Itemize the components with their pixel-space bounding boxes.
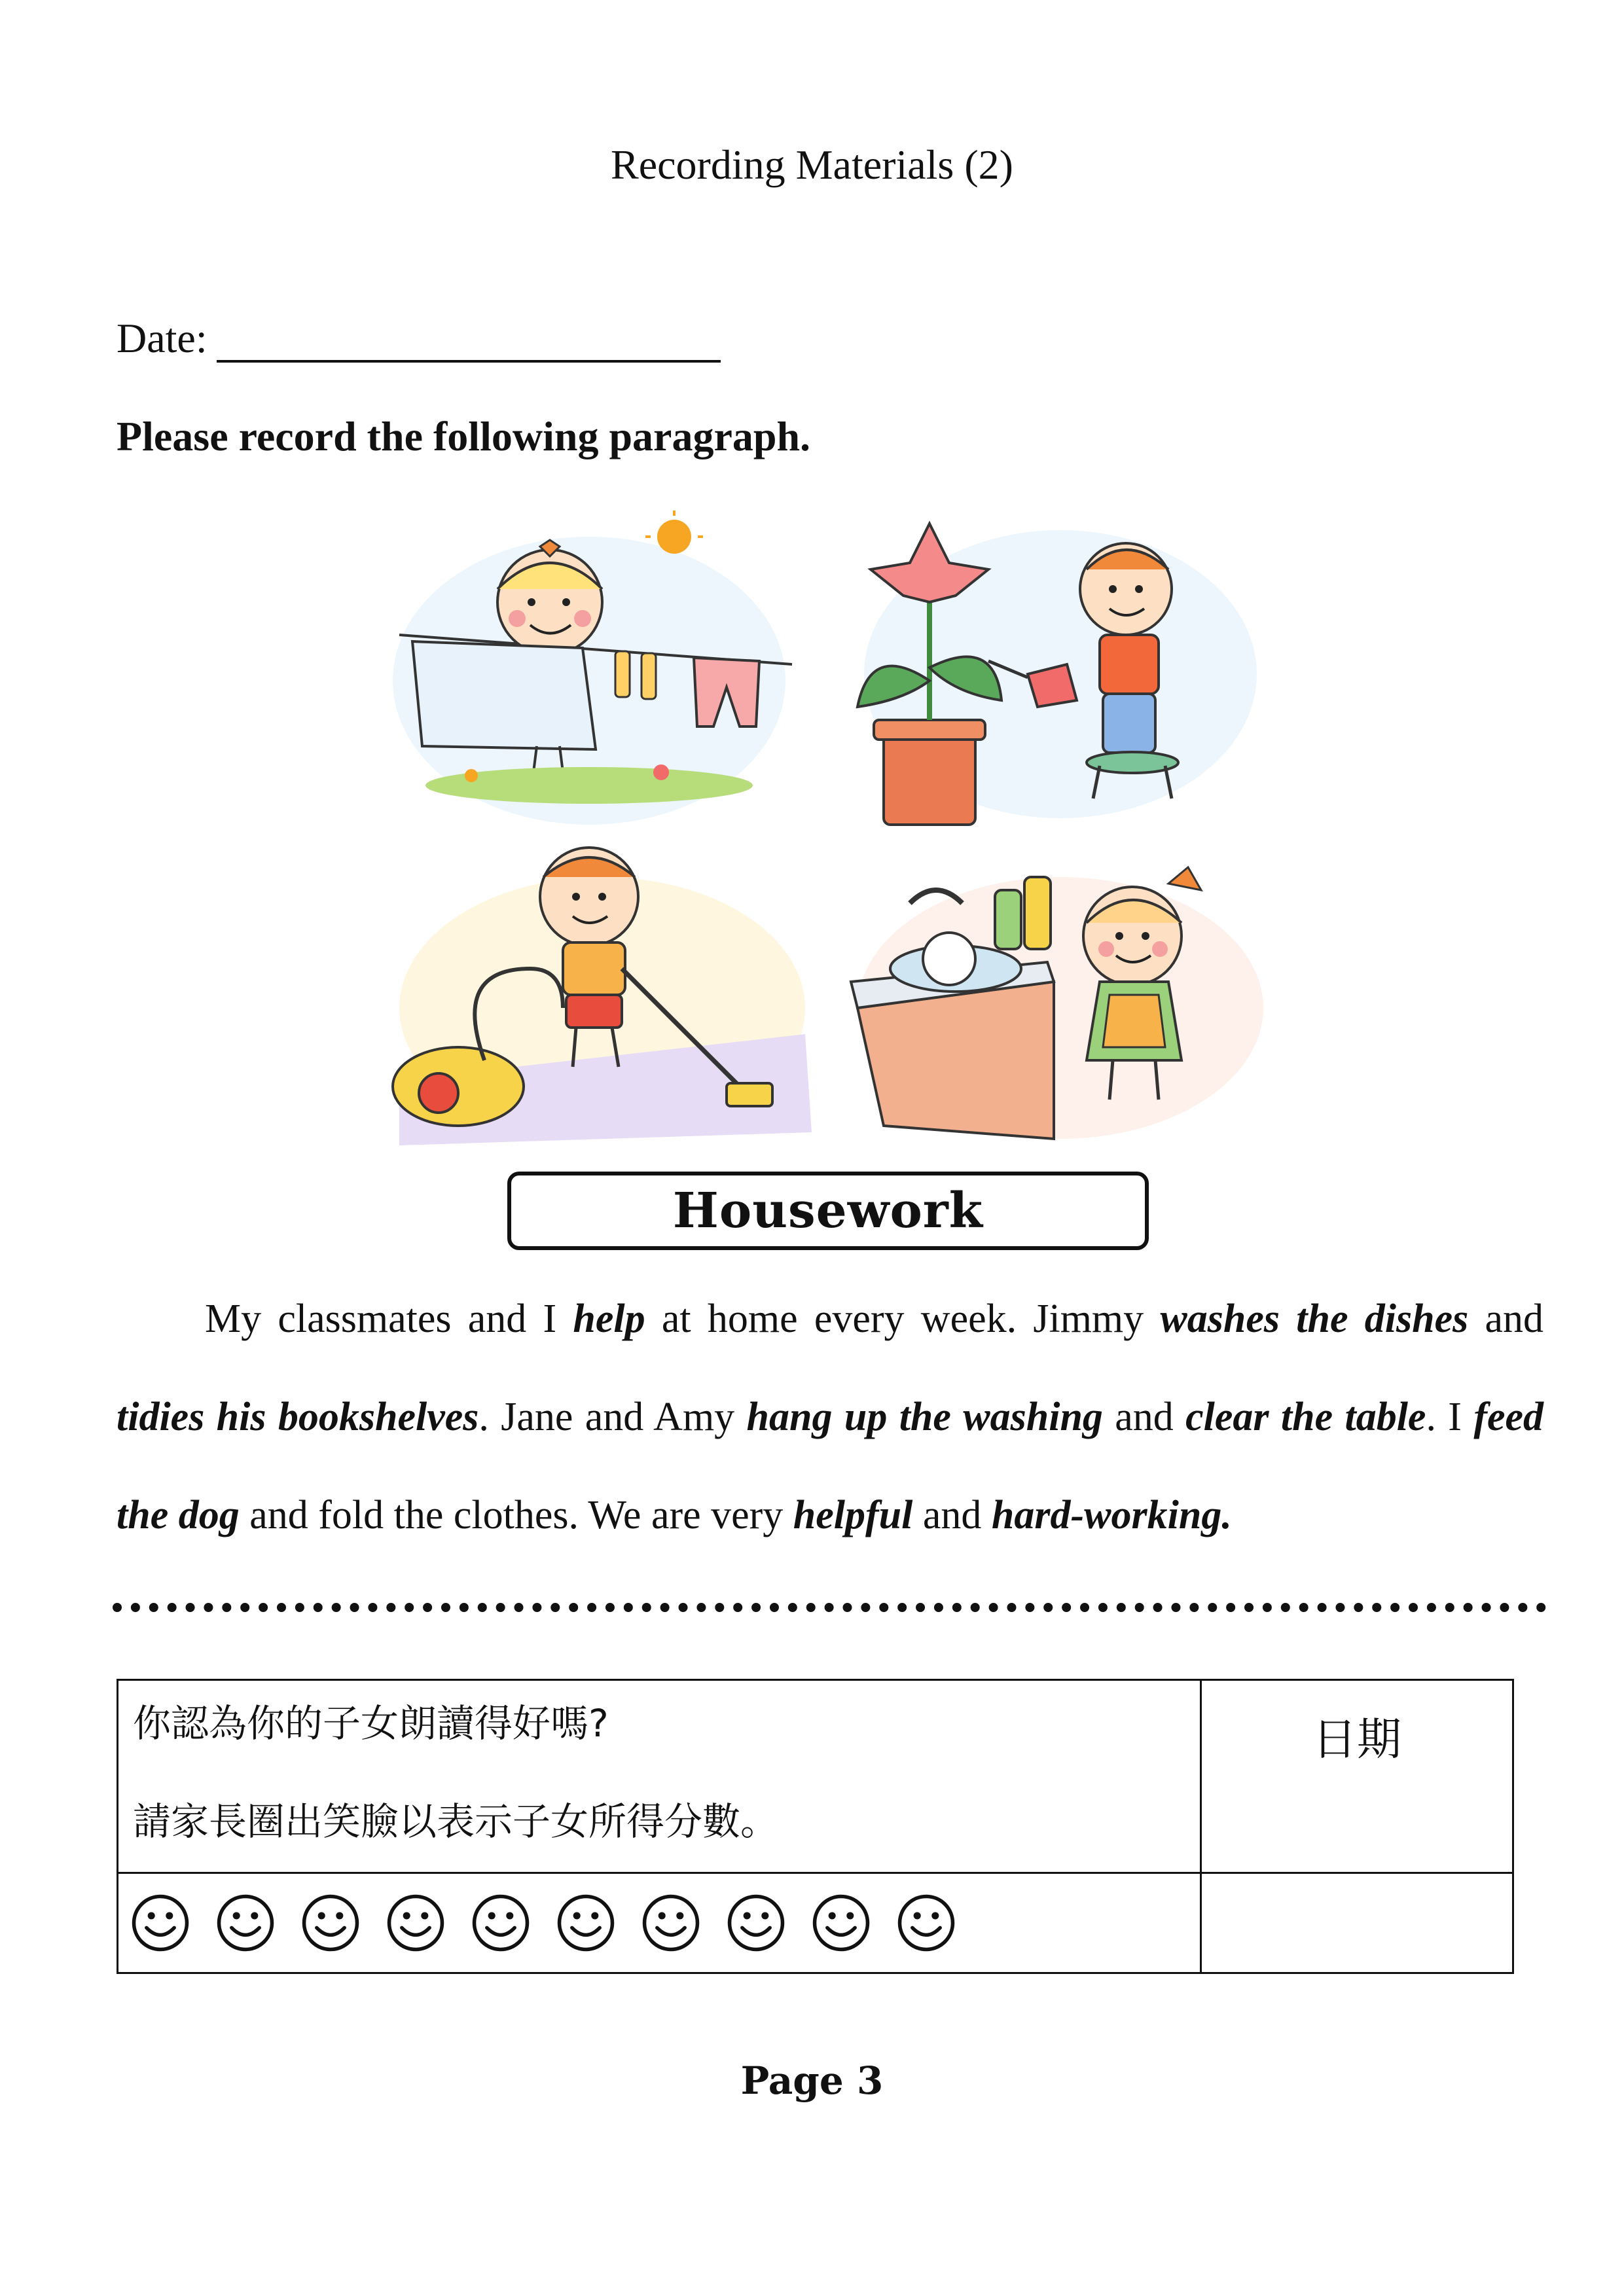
date-header-cell xyxy=(1201,1680,1513,1873)
emphasized-phrase: help xyxy=(573,1297,645,1341)
rating-smiley-row xyxy=(118,1873,1513,1973)
smiley-face-icon[interactable] xyxy=(726,1893,786,1953)
passage-text-segment: My classmates and I xyxy=(205,1297,573,1341)
girl-hanging-washing-icon xyxy=(393,511,792,825)
rating-question: 你認為你的子女朗讀得好嗎? xyxy=(133,1701,609,1746)
instruction-text: Please record the following paragraph. xyxy=(117,413,811,459)
passage-text-segment: and fold the clothes. We are very xyxy=(239,1493,793,1537)
smiley-face-icon[interactable] xyxy=(896,1893,956,1953)
girl-washing-dishes-icon xyxy=(851,867,1263,1139)
passage-text-segment: and xyxy=(1468,1297,1543,1341)
smiley-cell xyxy=(118,1873,1201,1973)
page-number: Page 3 xyxy=(740,2058,884,2103)
date-field xyxy=(117,314,721,363)
passage-text-segment: . I xyxy=(1426,1395,1474,1439)
boy-watering-plant-icon xyxy=(857,524,1257,825)
parent-rating-table xyxy=(117,1679,1514,1974)
smiley-face-icon[interactable] xyxy=(215,1893,276,1953)
emphasized-phrase: hard-working. xyxy=(991,1493,1232,1537)
smiley-face-icon[interactable] xyxy=(300,1893,361,1953)
smiley-face-icon[interactable] xyxy=(641,1893,701,1953)
emphasized-phrase: tidies his bookshelves xyxy=(117,1395,479,1439)
rating-question-row xyxy=(118,1680,1513,1873)
passage-text-segment: at home every week. Jimmy xyxy=(645,1297,1161,1341)
question-cell xyxy=(118,1680,1201,1873)
passage-text-segment: and xyxy=(1102,1395,1186,1439)
smiley-faces xyxy=(130,1874,1188,1972)
topic-title: Housework xyxy=(672,1183,984,1239)
topic-box xyxy=(507,1172,1149,1250)
reading-passage xyxy=(117,1270,1543,1564)
date-header: 日期 xyxy=(1312,1714,1401,1766)
dotted-divider xyxy=(113,1603,1546,1612)
passage-text-segment: and xyxy=(912,1493,992,1537)
emphasized-phrase: clear the table xyxy=(1185,1395,1426,1439)
smiley-face-icon[interactable] xyxy=(556,1893,616,1953)
emphasized-phrase: washes the dishes xyxy=(1160,1297,1469,1341)
smiley-face-icon[interactable] xyxy=(130,1893,190,1953)
housework-illustrations xyxy=(386,511,1263,1152)
boy-vacuuming-icon xyxy=(393,848,812,1145)
passage-text-segment: . Jane and Amy xyxy=(478,1395,747,1439)
emphasized-phrase: hang up the washing xyxy=(746,1395,1103,1439)
date-blank-line[interactable] xyxy=(217,322,721,363)
date-label: Date: xyxy=(117,315,208,361)
smiley-face-icon[interactable] xyxy=(811,1893,871,1953)
smiley-face-icon[interactable] xyxy=(386,1893,446,1953)
smiley-face-icon[interactable] xyxy=(471,1893,531,1953)
passage-paragraph xyxy=(117,1270,1543,1564)
emphasized-phrase: helpful xyxy=(793,1493,913,1537)
date-entry-cell[interactable] xyxy=(1201,1873,1513,1973)
page-title: Recording Materials (2) xyxy=(611,141,1013,188)
rating-instruction: 請家長圈出笑臉以表示子女所得分數。 xyxy=(133,1799,779,1844)
emphasized-phrase: feed the dog xyxy=(117,1395,1543,1537)
